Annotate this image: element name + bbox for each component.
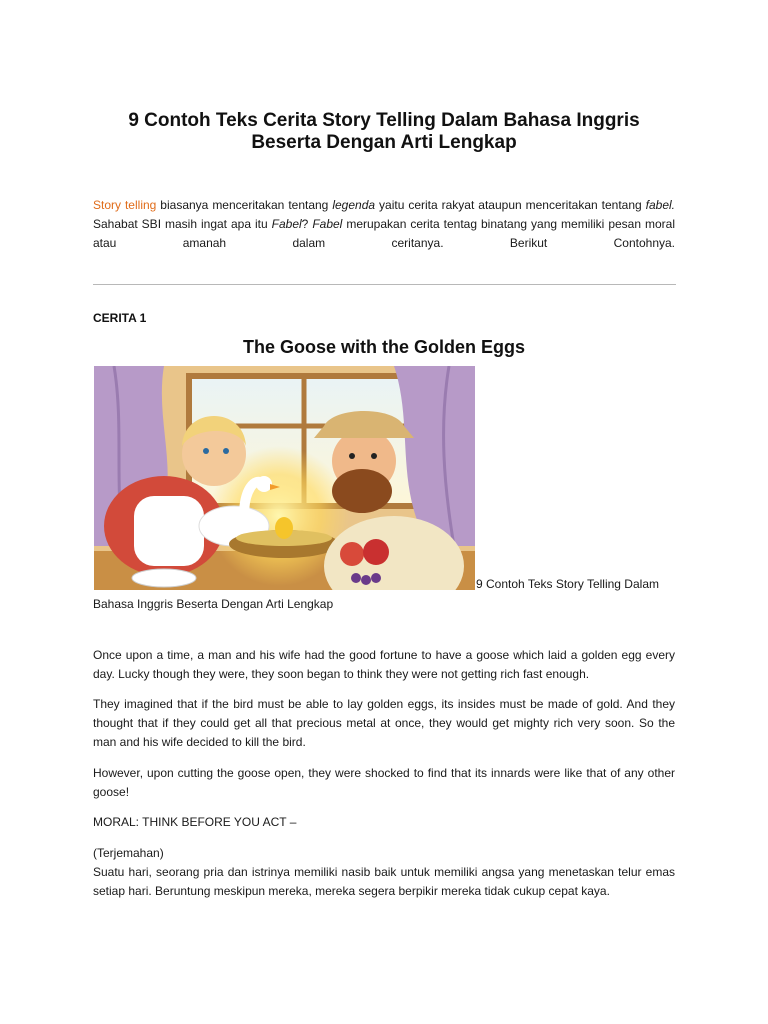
document-title (93, 110, 675, 154)
translation-paragraph-1: Suatu hari, seorang pria dan istrinya memiliki nasib baik untuk memiliki angsa yang menetaskan telur emas setiap hari. Beruntung meskipun mereka, mereka segera berpikir mereka tidak cukup cepat kaya. (93, 865, 675, 898)
image-caption-part1: 9 Contoh Teks Story Telling Dalam (476, 577, 659, 591)
story-label: CERITA 1 (93, 311, 147, 325)
story-paragraph-1: Once upon a time, a man and his wife had the good fortune to have a goose which laid a golden egg every day. Lucky though they were, they soon began to think they were not getting rich fast enough. (93, 648, 675, 681)
translation-label: (Terjemahan) (93, 846, 164, 860)
document-title-line2: Beserta Dengan Arti Lengkap (251, 132, 517, 153)
document-title-line1: 9 Contoh Teks Cerita Story Telling Dalam Bahasa Inggris (128, 110, 640, 131)
horizontal-divider (93, 284, 676, 285)
story-moral: MORAL: THINK BEFORE YOU ACT – (93, 815, 297, 829)
story-title: The Goose with the Golden Eggs (242, 337, 525, 357)
story-paragraph-2: They imagined that if the bird must be able to lay golden eggs, its insides must be made of gold. And they thought that if they could get all that precious metal at once, they would get mighty rich very soon. So the man and his wife decided to kill the bird. (93, 697, 675, 749)
story-paragraph-3: However, upon cutting the goose open, they were shocked to find that its innards were like that of any other goose! (93, 766, 675, 799)
story-telling-link[interactable]: Story telling (93, 198, 157, 212)
image-caption-part2: Bahasa Inggris Beserta Dengan Arti Lengkap (93, 597, 334, 611)
goose-golden-eggs-illustration (94, 366, 475, 590)
intro-paragraph: Story telling biasanya menceritakan tentang legenda yaitu cerita rakyat ataupun menceritakan tentang fabel. Sahabat SBI masih ingat apa itu Fabel? Fabel merupakan cerita tentag binatang yang memiliki pesan moral atau amanah dalam ceritanya. Berikut Contohnya. (93, 198, 676, 250)
